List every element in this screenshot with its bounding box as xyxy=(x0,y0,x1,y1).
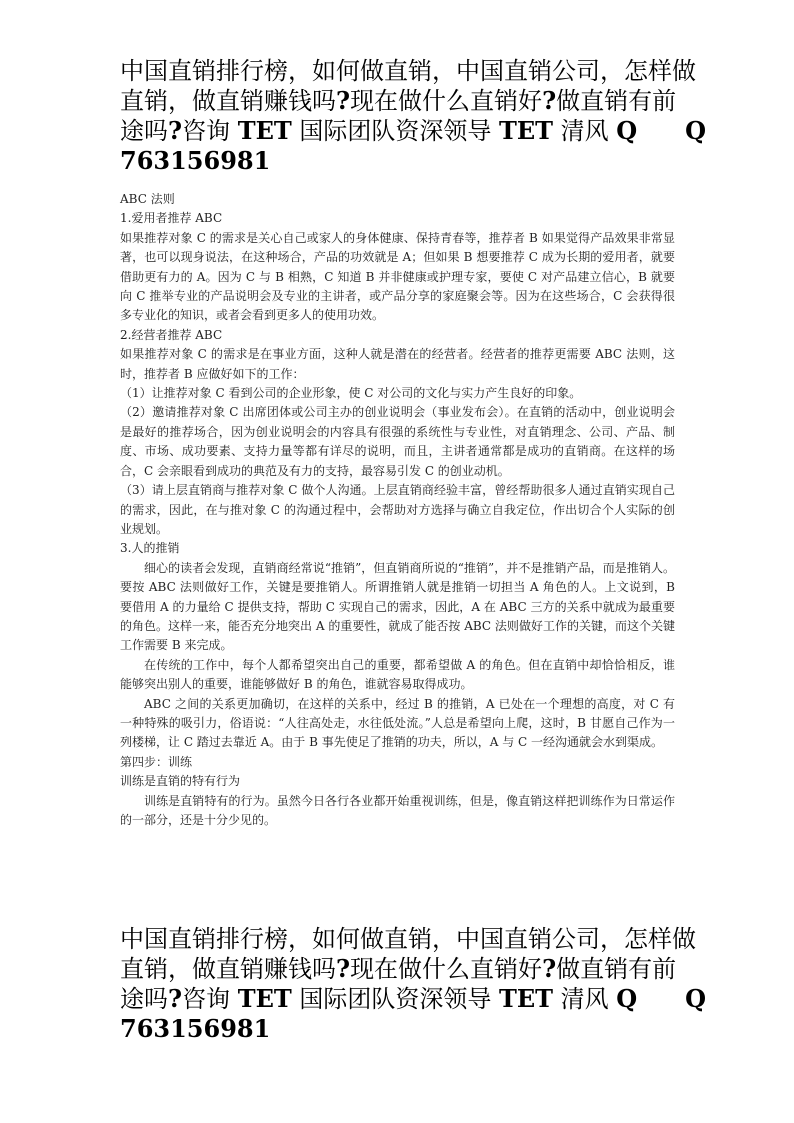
body-paragraph: 细心的读者会发现，直销商经常说“推销”，但直销商所说的“推销”，并不是推销产品，而是推销人。要按 ABC 法则做好工作，关键是要推销人。所谓推销人就是推销一切担当 A 角色的人。上文说到，B 要借用 A 的力量给 C 提供支持，帮助 C 实现自己的需求，因此，A 在 ABC 三方的关系中就成为最重要的角色。这样一来，能否充分地突出 A 的重要性，就成了能否按 ABC 法则做好工作的关键，而这个关键工作需要 B 来完成。 xyxy=(120,560,675,653)
subsection-heading-3: 3.人的推销 xyxy=(120,541,180,556)
footer-title-line: 中国直销排行榜，如何做直销，中国直销公司，怎样做 xyxy=(120,925,696,953)
subsection-heading-2: 2.经营者推荐 ABC xyxy=(120,327,223,342)
body-paragraph: 如果推荐对象 C 的需求是在事业方面，这种人就是潜在的经营者。经营者的推荐更需要 ABC 法则，这时，推荐者 B 应做好如下的工作： xyxy=(120,347,675,381)
list-item: （2）邀请推荐对象 C 出席团体或公司主办的创业说明会（事业发布会）。在直销的活动中，创业说明会是最好的推荐场合，因为创业说明会的内容具有很强的系统性与专业性，对直销理念、公司、产品、制度、市场、成功要素、支持力量等都有详尽的说明，而且，主讲者通常都是成功的直销商。在这样的场合，C 会亲眼看到成功的典范及有力的支持，最容易引发 C 的创业动机。 xyxy=(120,405,675,478)
body-paragraph: 训练是直销特有的行为。虽然今日各行各业都开始重视训练，但是，像直销这样把训练作为日常运作的一部分，还是十分少见的。 xyxy=(120,793,675,827)
section-heading-step4: 第四步：训练 xyxy=(120,754,193,769)
header-title-line: 途吗?咨询 TET 国际团队资深领导 TET 清风 Q Q xyxy=(120,116,707,145)
list-item: （3）请上层直销商与推荐对象 C 做个人沟通。上层直销商经验丰富，曾经帮助很多人通过直销实现自己的需求，因此，在与推对象 C 的沟通过程中，会帮助对方选择与确立自我定位，作出切合个人实际的创业规划。 xyxy=(120,483,675,536)
subsection-heading-1: 1.爱用者推荐 ABC xyxy=(120,211,223,226)
header-title-line: 直销，做直销赚钱吗?现在做什么直销好?做直销有前 xyxy=(120,86,677,115)
footer-title-line: 直销，做直销赚钱吗?现在做什么直销好?做直销有前 xyxy=(120,954,677,983)
footer-title xyxy=(120,924,707,1044)
footer-title-line: 763156981 xyxy=(120,1014,271,1043)
body-paragraph: ABC 之间的关系更加确切，在这样的关系中，经过 B 的推销，A 已处在一个理想的高度，对 C 有一种特殊的吸引力，俗语说：“人往高处走，水往低处流。”人总是希望向上爬，这时，B 甘愿自己作为一列楼梯，让 C 踏过去靠近 A。由于 B 事先使足了推销的功夫，所以，A 与 C 一经沟通就会水到渠成。 xyxy=(120,696,675,750)
section-heading-abc-rule: ABC 法则 xyxy=(120,192,175,206)
header-title xyxy=(120,56,707,176)
header-title-line: 763156981 xyxy=(120,146,271,175)
body-paragraph: 在传统的工作中，每个人都希望突出自己的重要，都希望做 A 的角色。但在直销中却恰恰相反，谁能够突出别人的重要，谁能够做好 B 的角色，谁就容易取得成功。 xyxy=(120,657,675,692)
document-body xyxy=(120,190,675,830)
header-title-line: 中国直销排行榜，如何做直销，中国直销公司，怎样做 xyxy=(120,57,696,85)
subsection-heading-training: 训练是直销的特有行为 xyxy=(120,774,241,789)
list-item: （1）让推荐对象 C 看到公司的企业形象，使 C 对公司的文化与实力产生良好的印象。 xyxy=(120,386,582,401)
body-paragraph: 如果推荐对象 C 的需求是关心自己或家人的身体健康、保持青春等，推荐者 B 如果觉得产品效果非常显著，也可以现身说法，在这种场合，产品的功效就是 A；但如果 B 想要推荐 C 成为长期的爱用者，就要借助更有力的 A。因为 C 与 B 相熟，C 知道 B 并非健康或护理专家，要使 C 对产品建立信心，B 就要向 C 推举专业的产品说明会及专业的主讲者，或产品分享的家庭聚会等。因为在这些场合，C 会获得很多专业化的知识，或者会看到更多人的使用功效。 xyxy=(120,230,675,323)
footer-title-line: 途吗?咨询 TET 国际团队资深领导 TET 清风 Q Q xyxy=(120,984,707,1013)
